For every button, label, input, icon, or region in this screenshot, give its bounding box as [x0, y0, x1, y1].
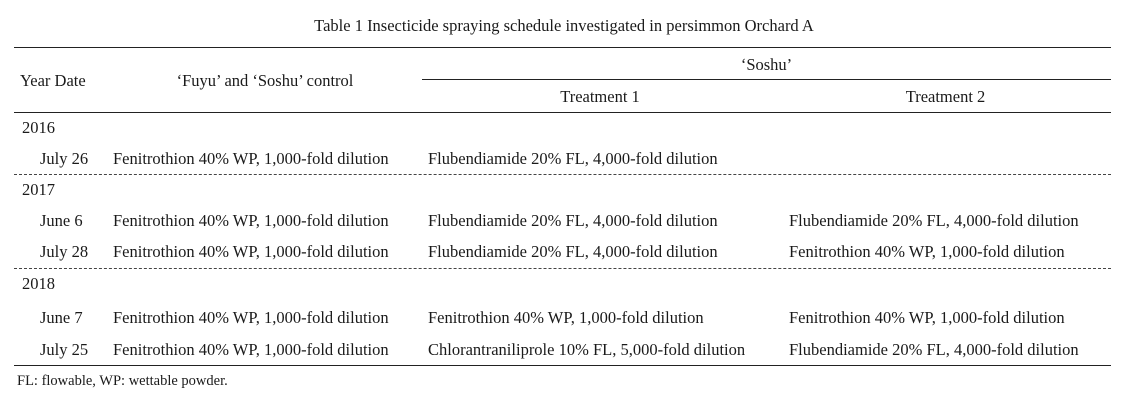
- row-treatment-2: Flubendiamide 20% FL, 4,000-fold dilution: [789, 211, 1079, 230]
- soshu-group-rule: [422, 79, 1111, 80]
- header-year-date: Year Date: [20, 71, 86, 90]
- year-divider-2018: [14, 268, 1111, 269]
- row-treatment-1: Chlorantraniliprole 10% FL, 5,000-fold dilution: [428, 340, 746, 359]
- header-treatment-2: Treatment 2: [905, 87, 986, 106]
- table-caption: Table 1 Insecticide spraying schedule investigated in persimmon Orchard A: [314, 16, 814, 35]
- header-bottom-rule: [14, 112, 1111, 113]
- row-treatment-2: Fenitrothion 40% WP, 1,000-fold dilution: [789, 308, 1065, 327]
- row-treatment-1: Flubendiamide 20% FL, 4,000-fold dilution: [428, 242, 718, 261]
- row-control: Fenitrothion 40% WP, 1,000-fold dilution: [113, 340, 389, 359]
- row-control: Fenitrothion 40% WP, 1,000-fold dilution: [113, 211, 389, 230]
- header-treatment-1: Treatment 1: [560, 87, 640, 106]
- row-date: July 26: [40, 149, 89, 168]
- year-label: 2016: [22, 118, 55, 137]
- year-label: 2018: [22, 274, 55, 293]
- row-control: Fenitrothion 40% WP, 1,000-fold dilution: [113, 308, 389, 327]
- row-control: Fenitrothion 40% WP, 1,000-fold dilution: [113, 242, 389, 261]
- row-treatment-2: Flubendiamide 20% FL, 4,000-fold dilution: [789, 340, 1079, 359]
- row-treatment-2: Fenitrothion 40% WP, 1,000-fold dilution: [789, 242, 1065, 261]
- row-date: June 6: [40, 211, 83, 230]
- year-label: 2017: [22, 180, 55, 199]
- row-date: June 7: [40, 308, 83, 327]
- header-control: ‘Fuyu’ and ‘Soshu’ control: [176, 71, 354, 90]
- row-date: July 28: [40, 242, 89, 261]
- year-divider-2017: [14, 174, 1111, 175]
- table-footnote: FL: flowable, WP: wettable powder.: [17, 373, 228, 389]
- row-treatment-1: Flubendiamide 20% FL, 4,000-fold dilution: [428, 149, 718, 168]
- table-top-rule: [14, 47, 1111, 48]
- row-treatment-1: Fenitrothion 40% WP, 1,000-fold dilution: [428, 308, 704, 327]
- table-bottom-rule: [14, 365, 1111, 366]
- header-soshu: ‘Soshu’: [740, 55, 793, 74]
- row-treatment-1: Flubendiamide 20% FL, 4,000-fold dilution: [428, 211, 718, 230]
- row-control: Fenitrothion 40% WP, 1,000-fold dilution: [113, 149, 389, 168]
- row-date: July 25: [40, 340, 89, 359]
